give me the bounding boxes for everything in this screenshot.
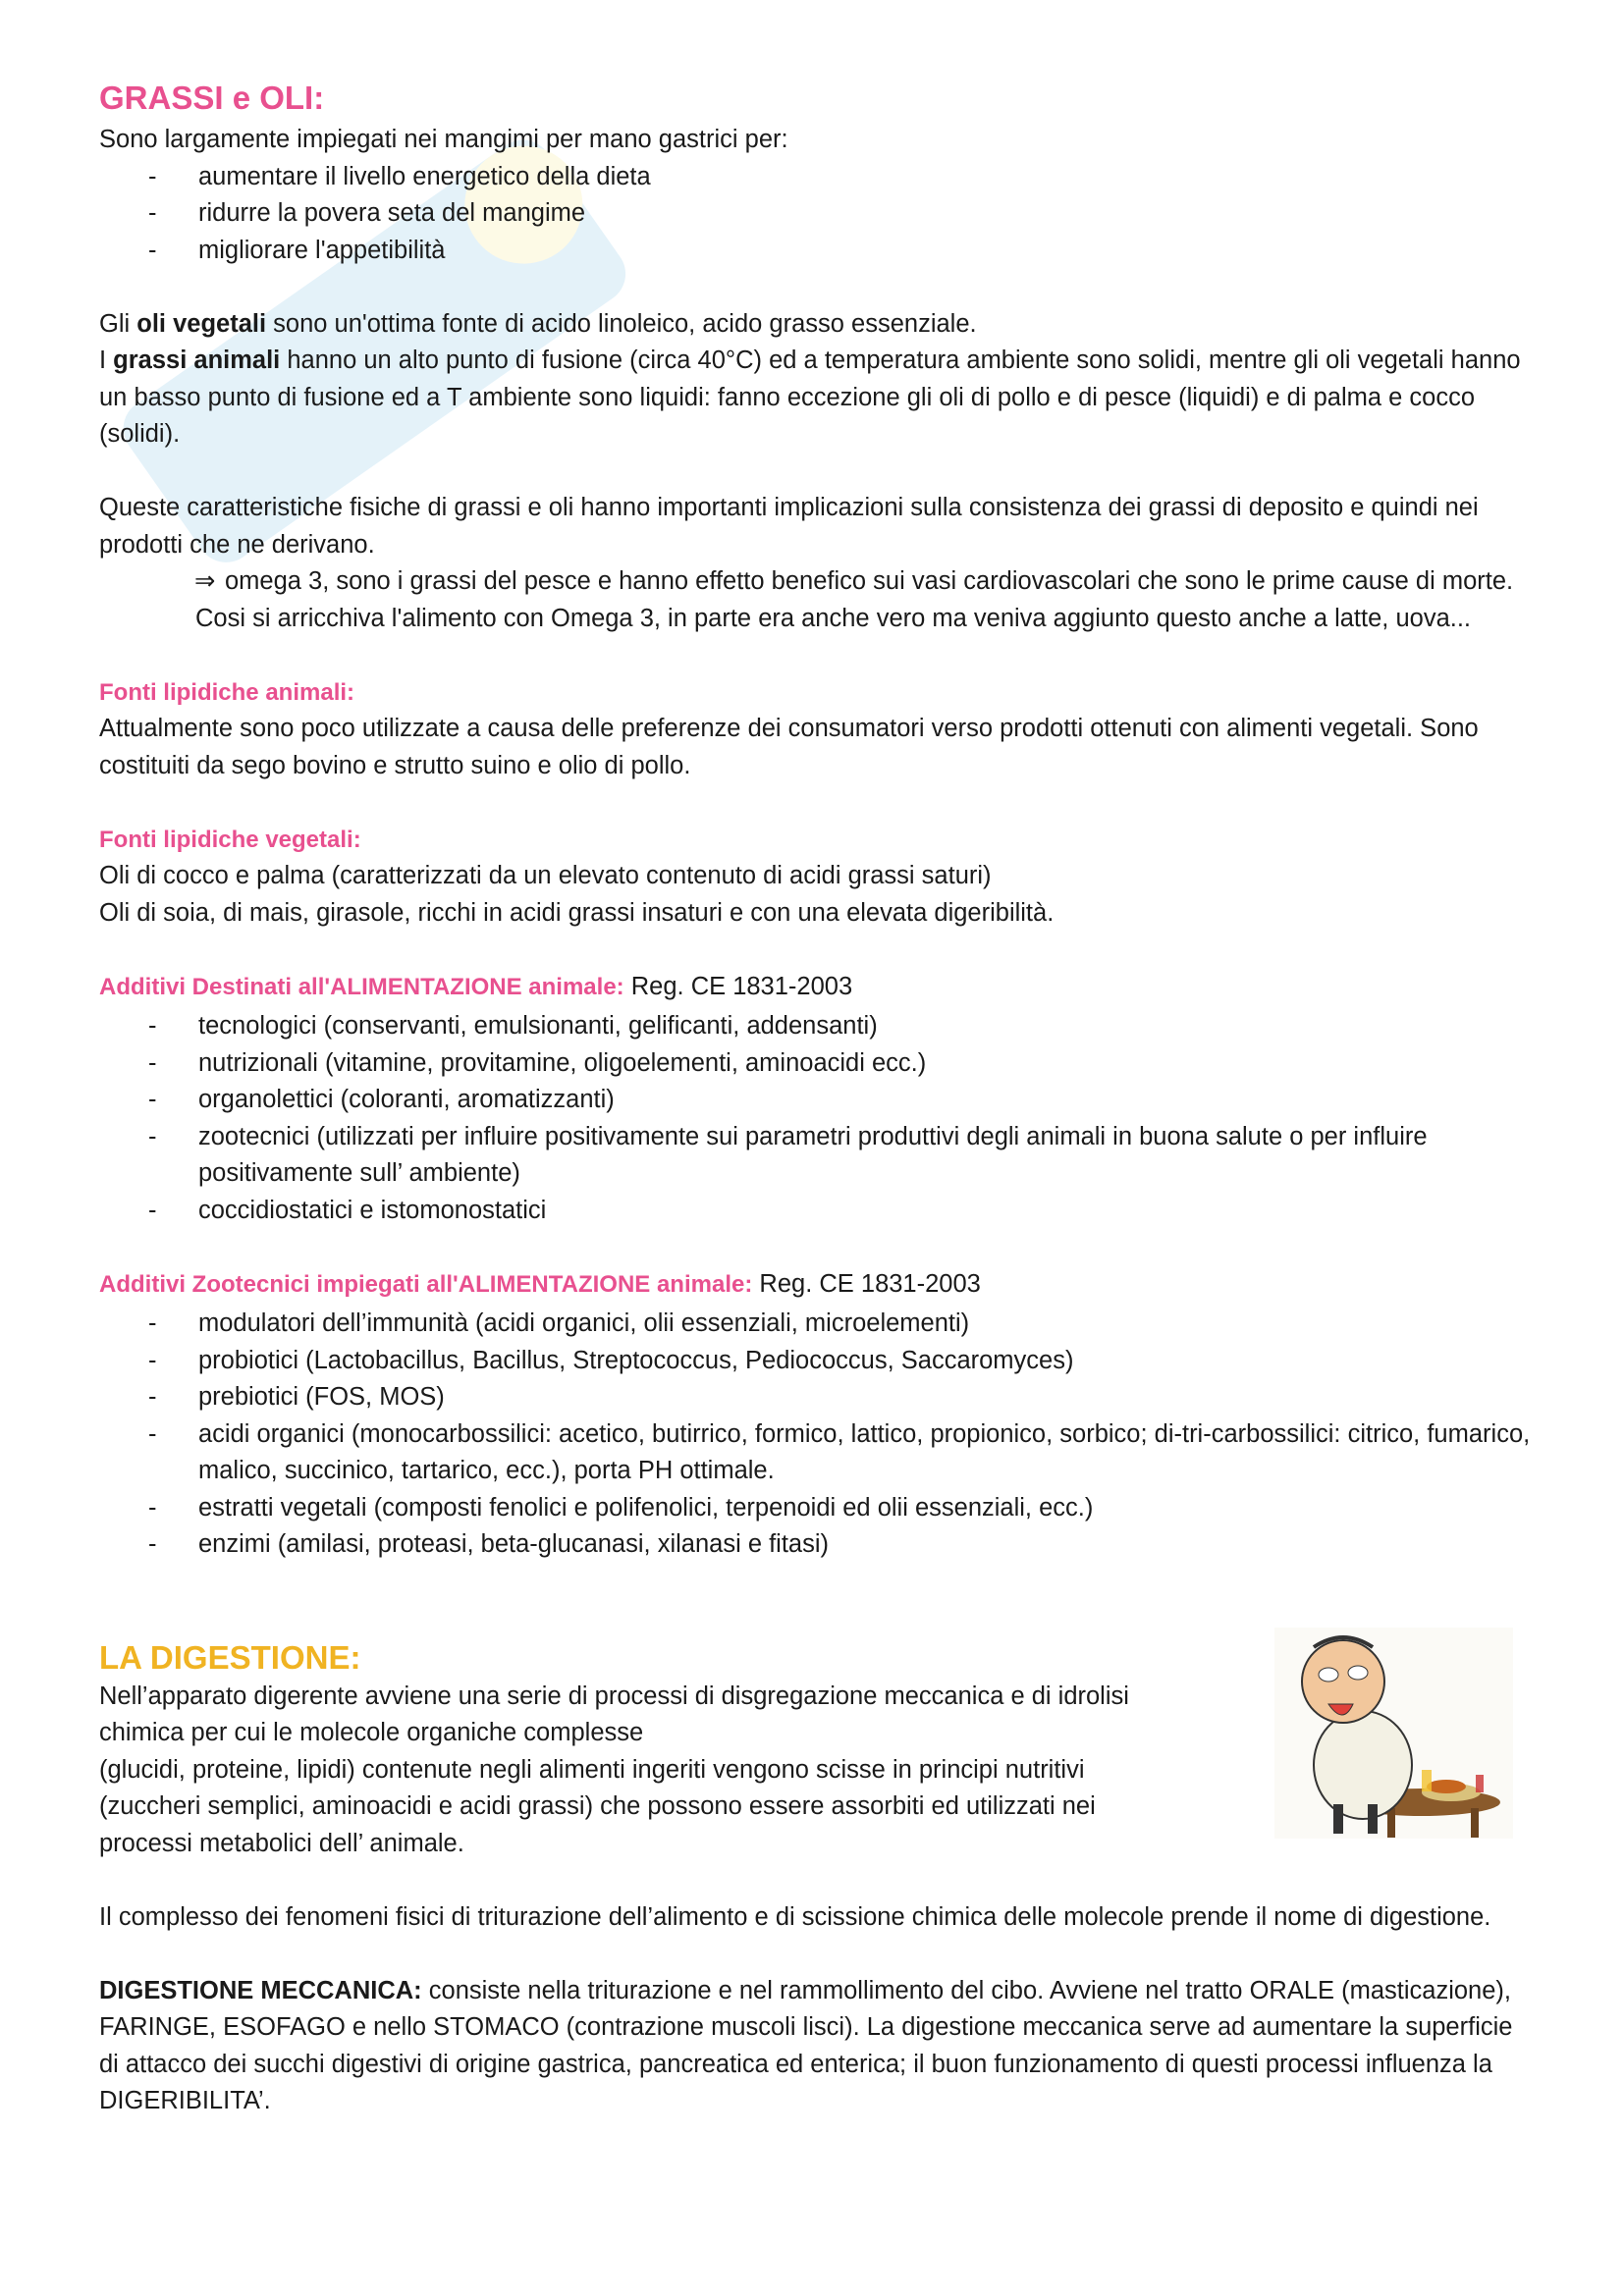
section-title-fonti-animali: Fonti lipidiche animali: <box>99 678 355 706</box>
list-item: - ridurre la povera seta del mangime <box>148 199 586 227</box>
list-item: - organolettici (coloranti, aromatizzanti) <box>148 1086 615 1113</box>
list-item: - zootecnici (utilizzati per influire positivamente sui parametri produttivi degli animali in buona salute o per influire positivamente sull’ ambiente) <box>148 1122 1428 1187</box>
caratteristiche-paragraph: Queste caratteristiche fisiche di grassi e oli hanno importanti implicazioni sulla consistenza dei grassi di deposito e quindi nei prodotti che ne derivano. <box>99 494 1479 559</box>
section-title-additivi-zootecnici: Additivi Zootecnici impiegati all'ALIMENTAZIONE animale: Reg. CE 1831-2003 <box>99 1269 981 1298</box>
list-item: - nutrizionali (vitamine, provitamine, oligoelementi, aminoacidi ecc.) <box>148 1048 927 1077</box>
omega3-note: ⇒ omega 3, sono i grassi del pesce e hanno effetto benefico sui vasi cardiovascolari che sono le prime cause di morte. Cosi si arricchiva l'alimento con Omega 3, in parte era anche vero ma veniva aggiunto questo anche a latte, uova... <box>99 563 1533 637</box>
list-item: - aumentare il livello energetico della dieta <box>148 162 651 190</box>
overeating-man-icon <box>1274 1628 1513 1839</box>
arrow-icon: ⇒ <box>194 567 216 595</box>
digestione-meccanica-paragraph: DIGESTIONE MECCANICA: consiste nella triturazione e nel rammollimento del cibo. Avviene nel tratto ORALE (masticazione), FARINGE, ESOFAGO e nello STOMACO (contrazione muscoli lisci). La digestione meccanica serve ad aumentare la superficie di attacco dei succhi digestivi di origine gastrica, pancreatica ed enterica; il buon funzionamento di questi processi influenza la DIGERIBILITA’. <box>99 1976 1513 2114</box>
section-title-additivi-destinati: Additivi Destinati all'ALIMENTAZIONE animale: Reg. CE 1831-2003 <box>99 972 853 1000</box>
digestione-line: Nell’apparato digerente avviene una serie di processi di disgregazione meccanica e di idrolisi <box>99 1682 1129 1710</box>
list-item: - migliorare l'appetibilità <box>148 236 446 264</box>
digestione-intro <box>99 1679 1248 1863</box>
additivi-destinati-list <box>99 1008 1533 1229</box>
grassi-animali-paragraph: I grassi animali hanno un alto punto di fusione (circa 40°C) ed a temperatura ambiente sono solidi, mentre gli oli vegetali hanno un basso punto di fusione ed a T ambiente sono liquidi: fanno eccezione gli oli di pollo e di pesce (liquidi) e di palma e cocco (solidi). <box>99 347 1521 448</box>
list-item: - acidi organici (monocarbossilici: acetico, butirrico, formico, lattico, propionico, sorbico; di-tri-carbossilici: citrico, fumarico, malico, succinico, tartarico, ecc.), porta PH ottimale. <box>148 1419 1531 1484</box>
list-item: - tecnologici (conservanti, emulsionanti, gelificanti, addensanti) <box>148 1012 878 1040</box>
digestione-section <box>99 1637 1533 1863</box>
fonti-vegetali-line2: Oli di soia, di mais, girasole, ricchi in acidi grassi insaturi e con una elevata digeribilità. <box>99 898 1055 927</box>
oli-vegetali-paragraph: Gli oli vegetali sono un'ottima fonte di acido linoleico, acido grasso essenziale. <box>99 309 977 338</box>
digestione-line: (zuccheri semplici, aminoacidi e acidi grassi) che possono essere assorbiti ed utilizzati nei <box>99 1792 1096 1820</box>
list-item: - enzimi (amilasi, proteasi, beta-glucanasi, xilanasi e fitasi) <box>148 1530 830 1558</box>
fonti-vegetali-line1: Oli di cocco e palma (caratterizzati da un elevato contenuto di acidi grassi saturi) <box>99 862 992 889</box>
fonti-animali-text: Attualmente sono poco utilizzate a causa delle preferenze dei consumatori verso prodotti ottenuti con alimenti vegetali. Sono costituiti da sego bovino e strutto suino e olio di pollo. <box>99 715 1479 779</box>
section-title-grassi: GRASSI e OLI: <box>99 80 325 116</box>
digestione-definizione: Il complesso dei fenomeni fisici di triturazione dell’alimento e di scissione chimica delle molecole prende il nome di digestione. <box>99 1902 1491 1931</box>
list-item: - estratti vegetali (composti fenolici e polifenolici, terpenoidi ed olii essenziali, ecc.) <box>148 1493 1094 1522</box>
additivi-zootecnici-list <box>99 1306 1533 1564</box>
grassi-intro: Sono largamente impiegati nei mangimi per mano gastrici per: <box>99 126 788 153</box>
section-title-digestione: LA DIGESTIONE: <box>99 1638 361 1676</box>
digestione-line: chimica per cui le molecole organiche complesse <box>99 1719 644 1746</box>
list-item: - modulatori dell’immunità (acidi organici, olii essenziali, microelementi) <box>148 1309 970 1337</box>
list-item: - coccidiostatici e istomonostatici <box>148 1196 547 1224</box>
section-title-fonti-vegetali: Fonti lipidiche vegetali: <box>99 826 361 853</box>
list-item: - prebiotici (FOS, MOS) <box>148 1383 445 1411</box>
document-page <box>99 75 1533 2120</box>
digestione-line: processi metabolici dell’ animale. <box>99 1829 464 1857</box>
grassi-list <box>99 159 1533 270</box>
list-item: - probiotici (Lactobacillus, Bacillus, Streptococcus, Pediococcus, Saccaromyces) <box>148 1346 1074 1374</box>
digestione-line: (glucidi, proteine, lipidi) contenute negli alimenti ingeriti vengono scisse in principi nutritivi <box>99 1755 1085 1784</box>
